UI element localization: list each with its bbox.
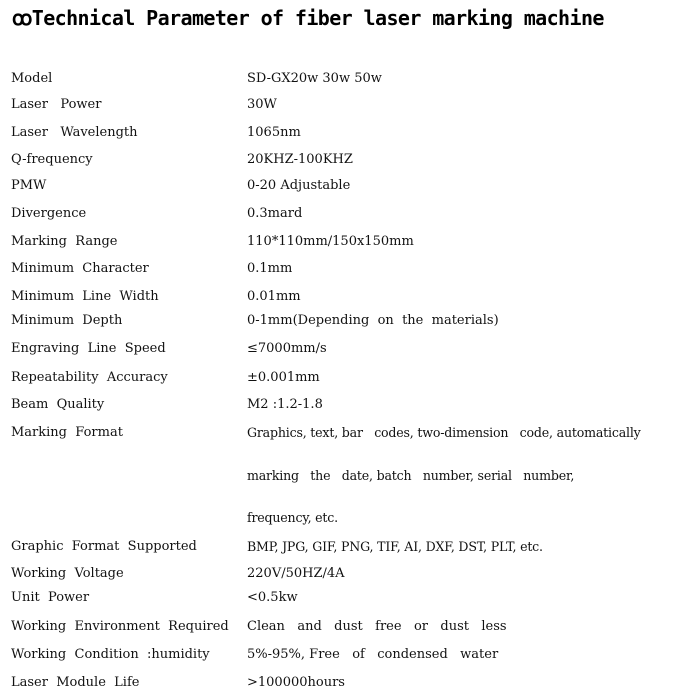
spec-value: <0.5kw — [247, 590, 298, 605]
spec-row-repeatability-accuracy — [0, 368, 697, 388]
spec-label: Minimum Depth — [11, 313, 123, 328]
spec-value: ±0.001mm — [247, 370, 320, 385]
spec-value: frequency, etc. — [247, 510, 338, 525]
spec-value: 110*110mm/150x150mm — [247, 234, 414, 249]
spec-label: Q-frequency — [11, 152, 93, 167]
spec-value: 20KHZ-100KHZ — [247, 152, 353, 167]
spec-value: SD-GX20w 30w 50w — [247, 71, 382, 86]
spec-value: 0.01mm — [247, 289, 301, 304]
spec-row-working-condition — [0, 645, 697, 665]
document-title: ꝏTechnical Parameter of fiber laser marking machine — [12, 6, 604, 30]
spec-row-graphic-format-supported — [0, 537, 697, 557]
spec-row-unit-power — [0, 588, 697, 608]
spec-value: ≤7000mm/s — [247, 341, 327, 356]
spec-row-model — [0, 69, 697, 89]
spec-value: 220V/50HZ/4A — [247, 566, 345, 581]
spec-label: Graphic Format Supported — [11, 539, 197, 554]
spec-label: Laser Wavelength — [11, 125, 138, 140]
spec-row-laser-wavelength — [0, 123, 697, 143]
spec-value: M2 :1.2-1.8 — [247, 397, 323, 412]
spec-row-marking-format — [0, 423, 697, 443]
spec-label: Unit Power — [11, 590, 90, 605]
spec-label: Working Environment Required — [11, 619, 229, 634]
spec-value: Clean and dust free or dust less — [247, 619, 507, 634]
spec-label: Engraving Line Speed — [11, 341, 166, 356]
spec-row-q-frequency — [0, 150, 697, 170]
spec-label: Marking Range — [11, 234, 118, 249]
spec-value: Graphics, text, bar codes, two-dimension code, automatically — [247, 425, 641, 440]
spec-label: Working Voltage — [11, 566, 124, 581]
spec-label: Model — [11, 71, 53, 86]
spec-label: Beam Quality — [11, 397, 105, 412]
spec-row-working-voltage — [0, 564, 697, 584]
spec-row-minimum-line-width — [0, 287, 697, 307]
spec-row-working-environment — [0, 617, 697, 637]
spec-label: PMW — [11, 178, 47, 193]
spec-row-divergence — [0, 204, 697, 224]
spec-row-pmw — [0, 176, 697, 196]
spec-value: >100000hours — [247, 675, 345, 690]
spec-row-marking-range — [0, 232, 697, 252]
spec-row-marking-format-cont-2 — [0, 508, 697, 528]
spec-label: Minimum Character — [11, 261, 149, 276]
spec-label: Laser Module Life — [11, 675, 140, 690]
spec-row-laser-power — [0, 95, 697, 115]
spec-value: 5%-95%, Free of condensed water — [247, 647, 499, 662]
spec-row-engraving-line-speed — [0, 339, 697, 359]
spec-row-minimum-depth — [0, 311, 697, 331]
spec-value: 0-1mm(Depending on the materials) — [247, 313, 499, 328]
spec-label: Working Condition :humidity — [11, 647, 210, 662]
spec-value: 0-20 Adjustable — [247, 178, 351, 193]
spec-label: Repeatability Accuracy — [11, 370, 168, 385]
spec-label: Minimum Line Width — [11, 289, 159, 304]
spec-value: 1065nm — [247, 125, 301, 140]
spec-value: 0.3mard — [247, 206, 303, 221]
spec-row-beam-quality — [0, 395, 697, 415]
spec-value: 30W — [247, 97, 277, 112]
spec-label: Divergence — [11, 206, 87, 221]
spec-label: Marking Format — [11, 425, 123, 440]
spec-value: marking the date, batch number, serial number, — [247, 468, 575, 483]
spec-value: 0.1mm — [247, 261, 293, 276]
spec-label: Laser Power — [11, 97, 102, 112]
spec-value: BMP, JPG, GIF, PNG, TIF, AI, DXF, DST, PLT, etc. — [247, 539, 543, 554]
spec-row-minimum-character — [0, 259, 697, 279]
spec-row-marking-format-cont-1 — [0, 466, 697, 486]
spec-row-laser-module-life — [0, 673, 697, 693]
